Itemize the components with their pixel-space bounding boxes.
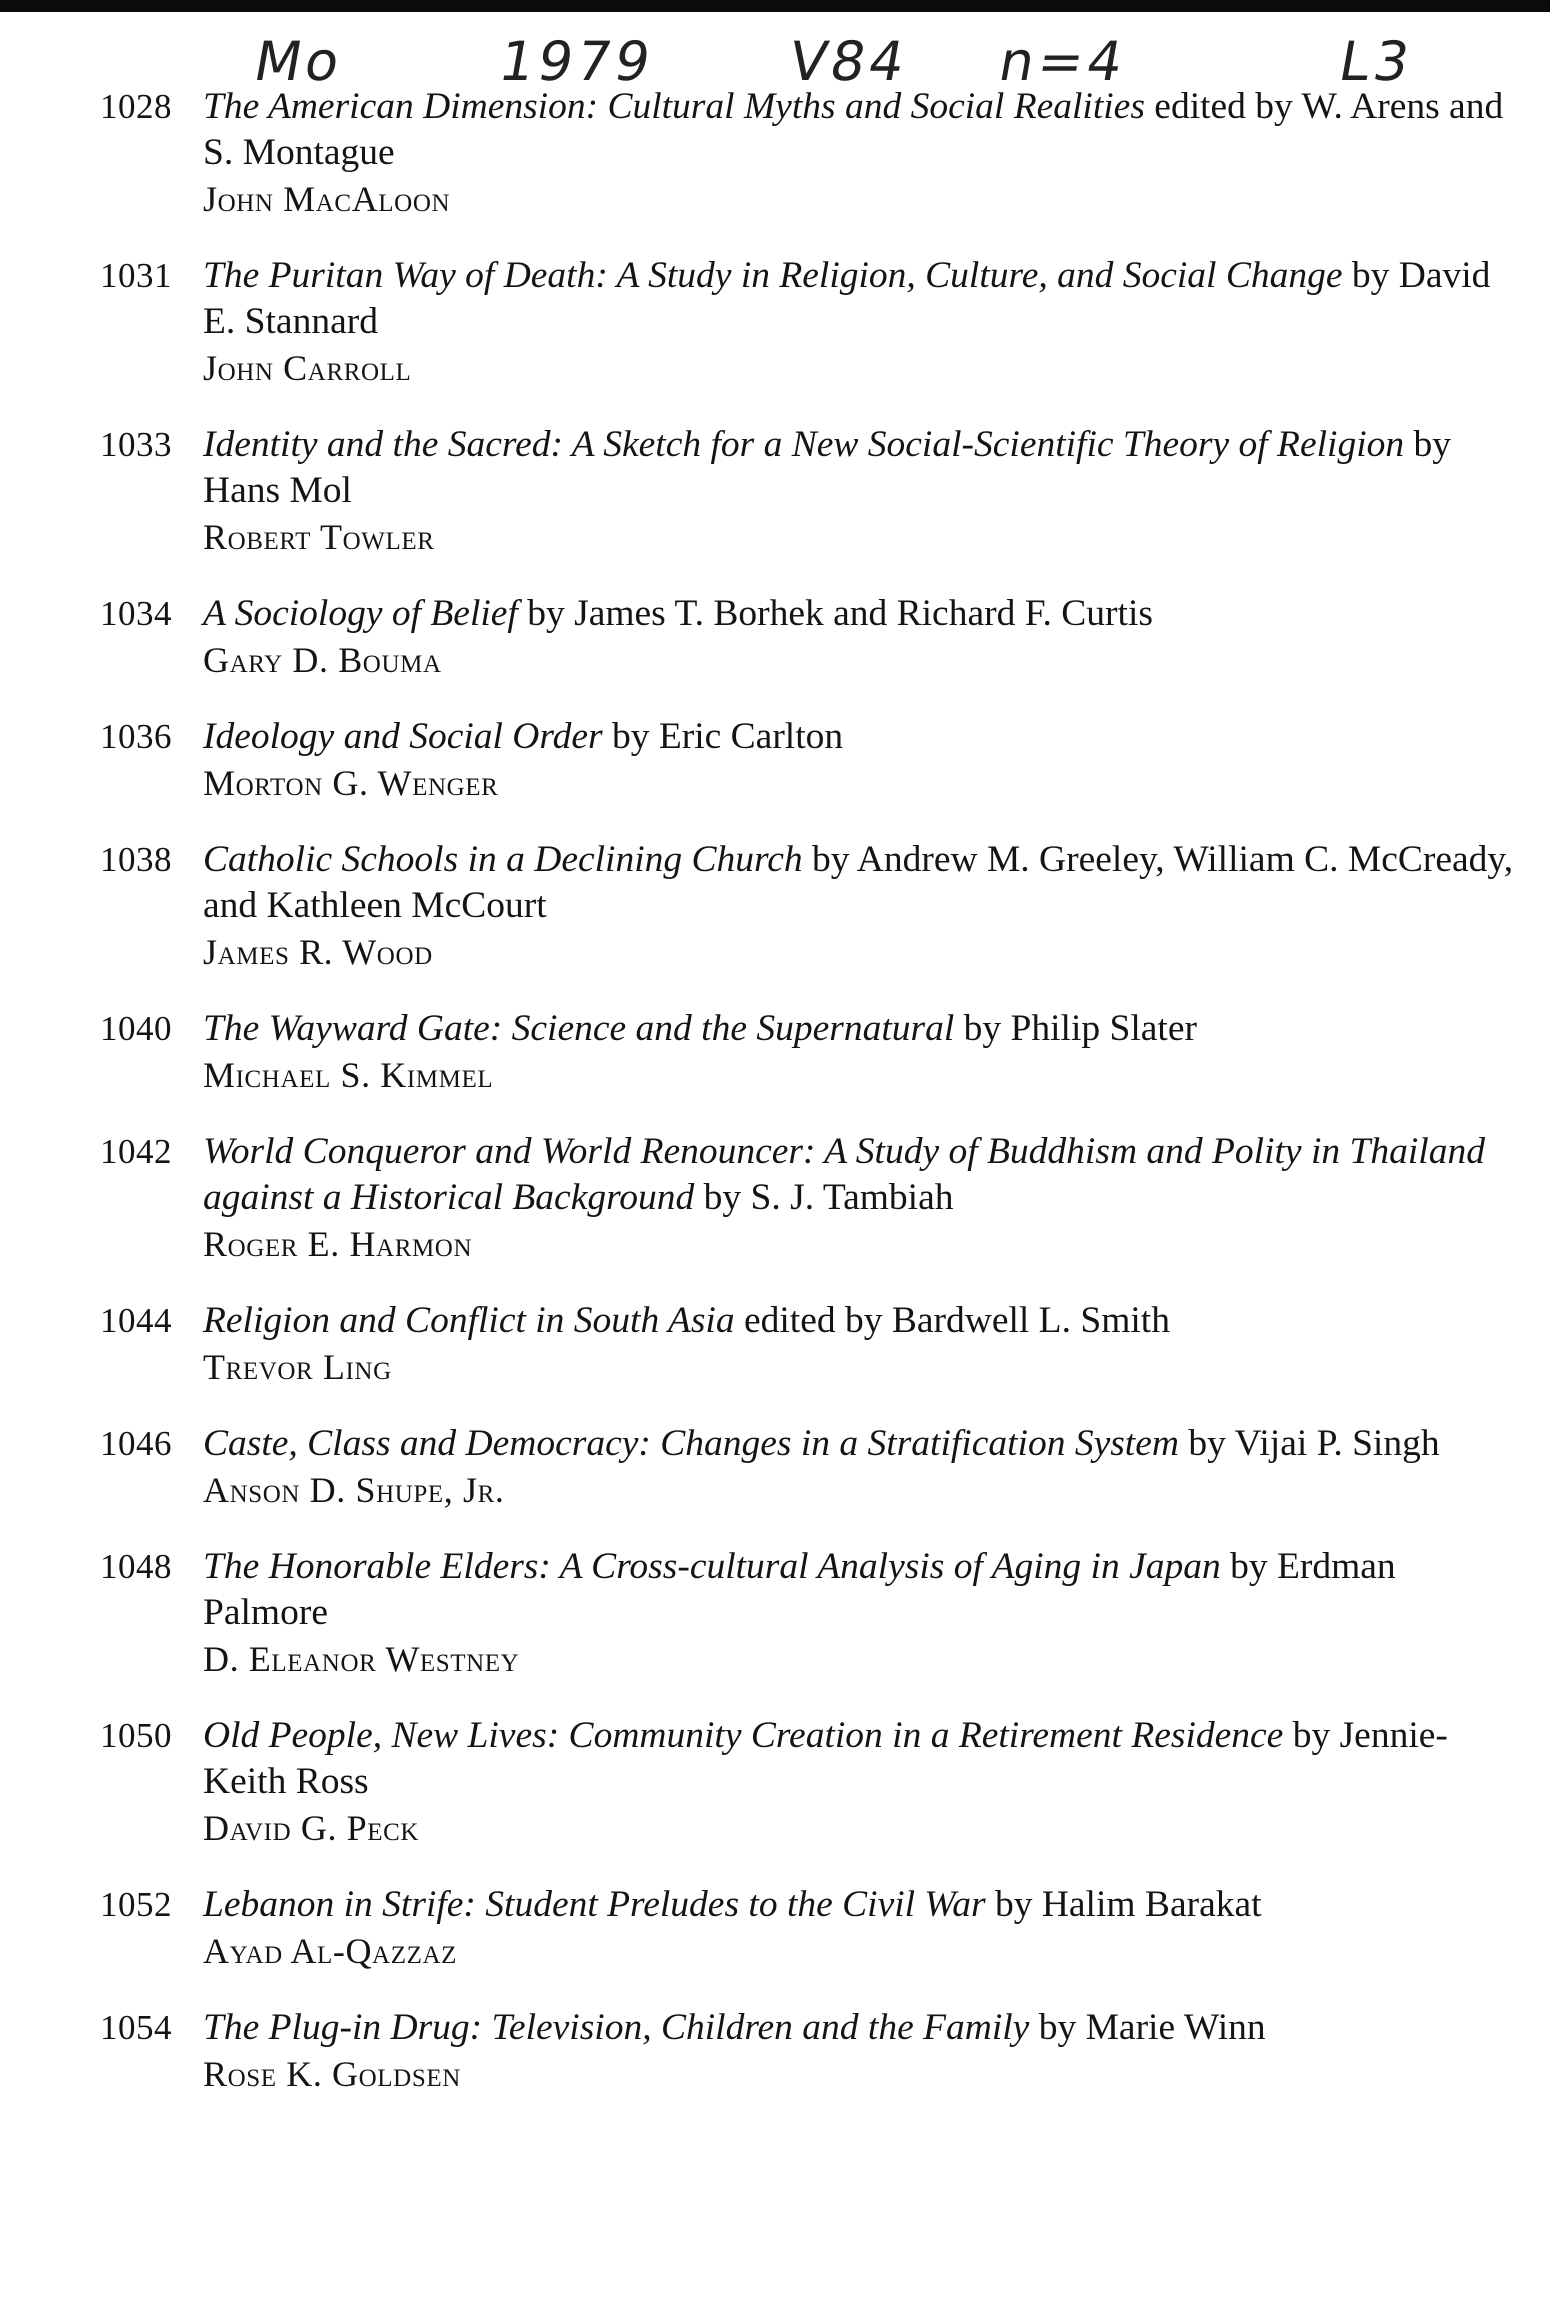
reviewer-name: Ayad Al-Qazzaz: [203, 1931, 457, 1971]
review-entry: [100, 591, 1520, 683]
reviewer-name: Rose K. Goldsen: [203, 2054, 461, 2094]
review-entry: [100, 422, 1520, 560]
book-byline: by Andrew M. Greeley, William C. McCready, and Kathleen McCourt: [203, 839, 1514, 926]
reviewer-name: Michael S. Kimmel: [203, 1055, 494, 1095]
book-title: The Wayward Gate: Science and the Supernatural: [203, 1008, 955, 1049]
page-number: 1028: [100, 87, 172, 126]
handwritten-note: Mo: [249, 30, 349, 93]
page-number: 1036: [100, 717, 172, 756]
page-number: 1033: [100, 425, 172, 464]
book-byline: by S. J. Tambiah: [694, 1177, 954, 1218]
book-byline: by Hans Mol: [203, 424, 1451, 511]
review-entry: [100, 714, 1520, 806]
book-title: The American Dimension: Cultural Myths and Social Realities: [203, 86, 1145, 127]
review-list: [100, 84, 1520, 2128]
page-number: 1042: [100, 1132, 172, 1171]
book-byline: by Vijai P. Singh: [1178, 1423, 1440, 1464]
book-title: Identity and the Sacred: A Sketch for a New Social-Scientific Theory of Religion: [203, 424, 1405, 465]
page-number: 1054: [100, 2008, 172, 2047]
book-byline: by Eric Carlton: [602, 716, 844, 757]
reviewer-name: John MacAloon: [203, 179, 451, 219]
reviewer-name: Anson D. Shupe, Jr.: [203, 1470, 505, 1510]
book-byline: by David E. Stannard: [203, 255, 1491, 342]
page-number: 1048: [100, 1547, 172, 1586]
review-entry: [100, 2005, 1520, 2097]
book-byline: by Erdman Palmore: [203, 1546, 1396, 1633]
book-title: A Sociology of Belief: [203, 593, 518, 634]
handwritten-note: L3: [1334, 30, 1419, 93]
page-top-edge: [0, 0, 1550, 12]
page-number: 1040: [100, 1009, 172, 1048]
page-number: 1052: [100, 1885, 172, 1924]
book-byline: by Halim Barakat: [985, 1884, 1262, 1925]
book-title: World Conqueror and World Renouncer: A Study of Buddhism and Polity in Thailand against a Historical Background: [203, 1131, 1485, 1218]
review-entry: [100, 1713, 1520, 1851]
handwritten-note: V84: [784, 30, 914, 93]
page-number: 1046: [100, 1424, 172, 1463]
book-title: The Puritan Way of Death: A Study in Religion, Culture, and Social Change: [203, 255, 1343, 296]
review-entry: [100, 84, 1520, 222]
reviewer-name: Roger E. Harmon: [203, 1224, 473, 1264]
page-number: 1038: [100, 840, 172, 879]
reviewer-name: James R. Wood: [203, 932, 433, 972]
book-title: Ideology and Social Order: [203, 716, 603, 757]
review-entry: [100, 1882, 1520, 1974]
book-title: Caste, Class and Democracy: Changes in a Stratification System: [203, 1423, 1179, 1464]
page-number: 1044: [100, 1301, 172, 1340]
book-title: Religion and Conflict in South Asia: [203, 1300, 735, 1341]
book-byline: by Marie Winn: [1029, 2007, 1266, 2048]
reviewer-name: Morton G. Wenger: [203, 763, 499, 803]
review-entry: [100, 837, 1520, 975]
review-entry: [100, 1421, 1520, 1513]
review-entry: [100, 1129, 1520, 1267]
book-byline: edited by W. Arens and S. Montague: [203, 86, 1504, 173]
book-title: Old People, New Lives: Community Creation in a Retirement Residence: [203, 1715, 1284, 1756]
review-entry: [100, 1298, 1520, 1390]
handwritten-note: 1979: [494, 30, 659, 93]
reviewer-name: Gary D. Bouma: [203, 640, 442, 680]
reviewer-name: Robert Towler: [203, 517, 435, 557]
reviewer-name: David G. Peck: [203, 1808, 420, 1848]
book-title: The Plug-in Drug: Television, Children and the Family: [203, 2007, 1030, 2048]
book-byline: by Jennie-Keith Ross: [203, 1715, 1448, 1802]
reviewer-name: John Carroll: [203, 348, 412, 388]
book-byline: edited by Bardwell L. Smith: [734, 1300, 1170, 1341]
page-number: 1031: [100, 256, 172, 295]
reviewer-name: D. Eleanor Westney: [203, 1639, 520, 1679]
book-title: Catholic Schools in a Declining Church: [203, 839, 803, 880]
book-byline: by Philip Slater: [954, 1008, 1197, 1049]
review-entry: [100, 1006, 1520, 1098]
page-number: 1034: [100, 594, 172, 633]
book-title: The Honorable Elders: A Cross-cultural Analysis of Aging in Japan: [203, 1546, 1221, 1587]
review-entry: [100, 253, 1520, 391]
book-byline: by James T. Borhek and Richard F. Curtis: [517, 593, 1153, 634]
page-number: 1050: [100, 1716, 172, 1755]
reviewer-name: Trevor Ling: [203, 1347, 392, 1387]
book-title: Lebanon in Strife: Student Preludes to the Civil War: [203, 1884, 986, 1925]
review-entry: [100, 1544, 1520, 1682]
handwritten-note: n=4: [994, 30, 1132, 93]
